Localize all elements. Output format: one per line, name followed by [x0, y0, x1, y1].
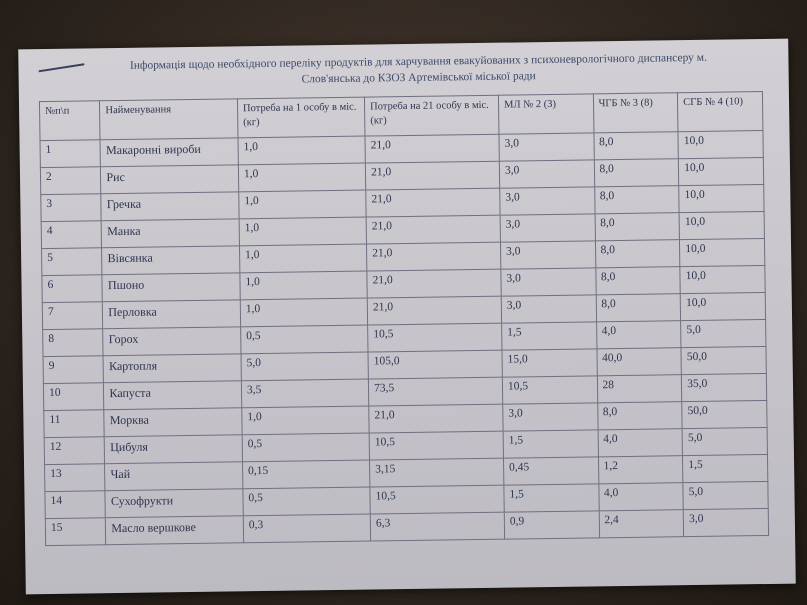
cell-per-person: 1,0 [240, 271, 367, 300]
cell-per-21: 21,0 [367, 242, 501, 271]
cell-ml2: 15,0 [502, 349, 597, 377]
paper-sheet [18, 39, 796, 595]
cell-number: 2 [40, 167, 101, 195]
cell-name: Макаронні вироби [100, 138, 238, 167]
cell-chgb3: 40,0 [596, 348, 681, 376]
cell-name: Рис [101, 165, 239, 194]
cell-sgb4: 10,0 [680, 292, 765, 320]
cell-number: 8 [43, 329, 104, 357]
cell-per-person: 0,5 [243, 487, 370, 516]
cell-ml2: 0,9 [504, 511, 599, 539]
cell-name: Перловка [103, 300, 241, 329]
cell-per-person: 5,0 [241, 352, 368, 381]
cell-chgb3: 8,0 [596, 294, 681, 322]
cell-name: Чай [105, 462, 243, 491]
cell-name: Капуста [104, 381, 242, 410]
cell-sgb4: 10,0 [679, 212, 764, 240]
cell-per-person: 1,0 [242, 406, 369, 435]
cell-per-person: 1,0 [238, 163, 365, 192]
cell-name: Картопля [103, 354, 241, 383]
cell-chgb3: 4,0 [596, 321, 681, 349]
header-number: №п\п [39, 101, 100, 141]
cell-per-21: 6,3 [370, 512, 504, 541]
cell-number: 7 [42, 302, 103, 330]
document-heading [78, 49, 758, 90]
cell-name: Гречка [101, 192, 239, 221]
cell-name: Вівсянка [102, 246, 240, 275]
cell-per-21: 21,0 [366, 188, 500, 217]
cell-per-person: 1,0 [238, 136, 365, 165]
cell-sgb4: 10,0 [680, 265, 765, 293]
cell-sgb4: 5,0 [683, 481, 768, 509]
cell-sgb4: 10,0 [679, 158, 764, 186]
cell-ml2: 3,0 [503, 403, 598, 431]
cell-chgb3: 4,0 [598, 429, 683, 457]
cell-sgb4: 50,0 [681, 346, 766, 374]
header-per-person: Потреба на 1 особу в міс. (кг) [237, 97, 365, 138]
cell-number: 13 [45, 464, 106, 492]
cell-chgb3: 28 [597, 375, 682, 403]
cell-chgb3: 8,0 [594, 186, 679, 214]
cell-name: Цибуля [105, 435, 243, 464]
cell-ml2: 0,45 [504, 457, 599, 485]
cell-ml2: 1,5 [503, 430, 598, 458]
cell-number: 6 [42, 275, 103, 303]
heading-line-2: Слов'янська до КЗОЗ Артемівської міської ради [301, 70, 536, 86]
cell-per-person: 0,5 [242, 433, 369, 462]
cell-ml2: 1,5 [504, 484, 599, 512]
cell-name: Манка [102, 219, 240, 248]
cell-per-21: 21,0 [365, 134, 499, 163]
cell-per-person: 1,0 [239, 217, 366, 246]
cell-ml2: 3,0 [500, 241, 595, 269]
cell-chgb3: 4,0 [598, 483, 683, 511]
cell-number: 4 [41, 221, 102, 249]
cell-chgb3: 8,0 [594, 159, 679, 187]
header-name: Найменування [100, 99, 238, 140]
cell-sgb4: 50,0 [682, 400, 767, 428]
cell-number: 12 [44, 437, 105, 465]
cell-per-21: 21,0 [367, 296, 501, 325]
cell-chgb3: 8,0 [595, 267, 680, 295]
cell-per-person: 0,5 [241, 325, 368, 354]
cell-per-21: 21,0 [369, 404, 503, 433]
cell-ml2: 1,5 [502, 322, 597, 350]
cell-per-person: 1,0 [240, 298, 367, 327]
cell-per-21: 10,5 [368, 323, 502, 352]
cell-name: Пшоно [102, 273, 240, 302]
cell-sgb4: 1,5 [683, 454, 768, 482]
cell-per-21: 21,0 [365, 161, 499, 190]
cell-per-21: 10,5 [369, 431, 503, 460]
cell-per-21: 21,0 [366, 215, 500, 244]
cell-per-21: 105,0 [368, 350, 502, 379]
cell-ml2: 3,0 [500, 187, 595, 215]
cell-sgb4: 3,0 [683, 508, 768, 536]
cell-ml2: 3,0 [500, 214, 595, 242]
cell-name: Морква [104, 408, 242, 437]
cell-chgb3: 8,0 [593, 132, 678, 160]
cell-per-person: 1,0 [239, 244, 366, 273]
cell-sgb4: 10,0 [680, 239, 765, 267]
table-body [40, 131, 769, 546]
cell-chgb3: 8,0 [597, 402, 682, 430]
cell-number: 11 [44, 410, 105, 438]
cell-per-21: 21,0 [367, 269, 501, 298]
cell-number: 9 [43, 356, 104, 384]
header-per-21-persons: Потреба на 21 особу в міс. (кг) [364, 95, 498, 136]
cell-number: 14 [45, 491, 106, 519]
cell-number: 1 [40, 140, 101, 168]
cell-name: Масло вершкове [106, 516, 244, 545]
cell-name: Сухофрукти [105, 489, 243, 518]
cell-sgb4: 10,0 [678, 131, 763, 159]
cell-chgb3: 8,0 [595, 240, 680, 268]
cell-number: 5 [42, 248, 103, 276]
cell-name: Горох [103, 327, 241, 356]
cell-chgb3: 8,0 [595, 213, 680, 241]
cell-per-person: 0,3 [243, 514, 370, 543]
cell-chgb3: 1,2 [598, 456, 683, 484]
cell-sgb4: 5,0 [681, 319, 766, 347]
header-chgb3: ЧГБ № 3 (8) [593, 93, 678, 133]
cell-per-person: 3,5 [241, 379, 368, 408]
cell-ml2: 10,5 [502, 376, 597, 404]
products-table [39, 91, 769, 546]
cell-sgb4: 5,0 [682, 427, 767, 455]
cell-chgb3: 2,4 [599, 510, 684, 538]
cell-per-21: 10,5 [370, 485, 504, 514]
cell-ml2: 3,0 [501, 268, 596, 296]
cell-per-21: 3,15 [370, 458, 504, 487]
cell-ml2: 3,0 [501, 295, 596, 323]
header-ml2: МЛ № 2 (3) [498, 94, 593, 134]
cell-per-person: 1,0 [239, 190, 366, 219]
cell-number: 15 [45, 518, 106, 546]
header-sgb4: СГБ № 4 (10) [678, 92, 763, 132]
cell-per-21: 73,5 [368, 377, 502, 406]
cell-number: 10 [43, 383, 104, 411]
cell-sgb4: 35,0 [682, 373, 767, 401]
cell-per-person: 0,15 [242, 460, 369, 489]
cell-ml2: 3,0 [499, 160, 594, 188]
heading-line-1: Інформація щодо необхідного переліку продуктів для харчування евакуйованих з психоневрологічного диспансеру м. [129, 51, 708, 72]
cell-sgb4: 10,0 [679, 185, 764, 213]
cell-ml2: 3,0 [499, 133, 594, 161]
cell-number: 3 [41, 194, 102, 222]
